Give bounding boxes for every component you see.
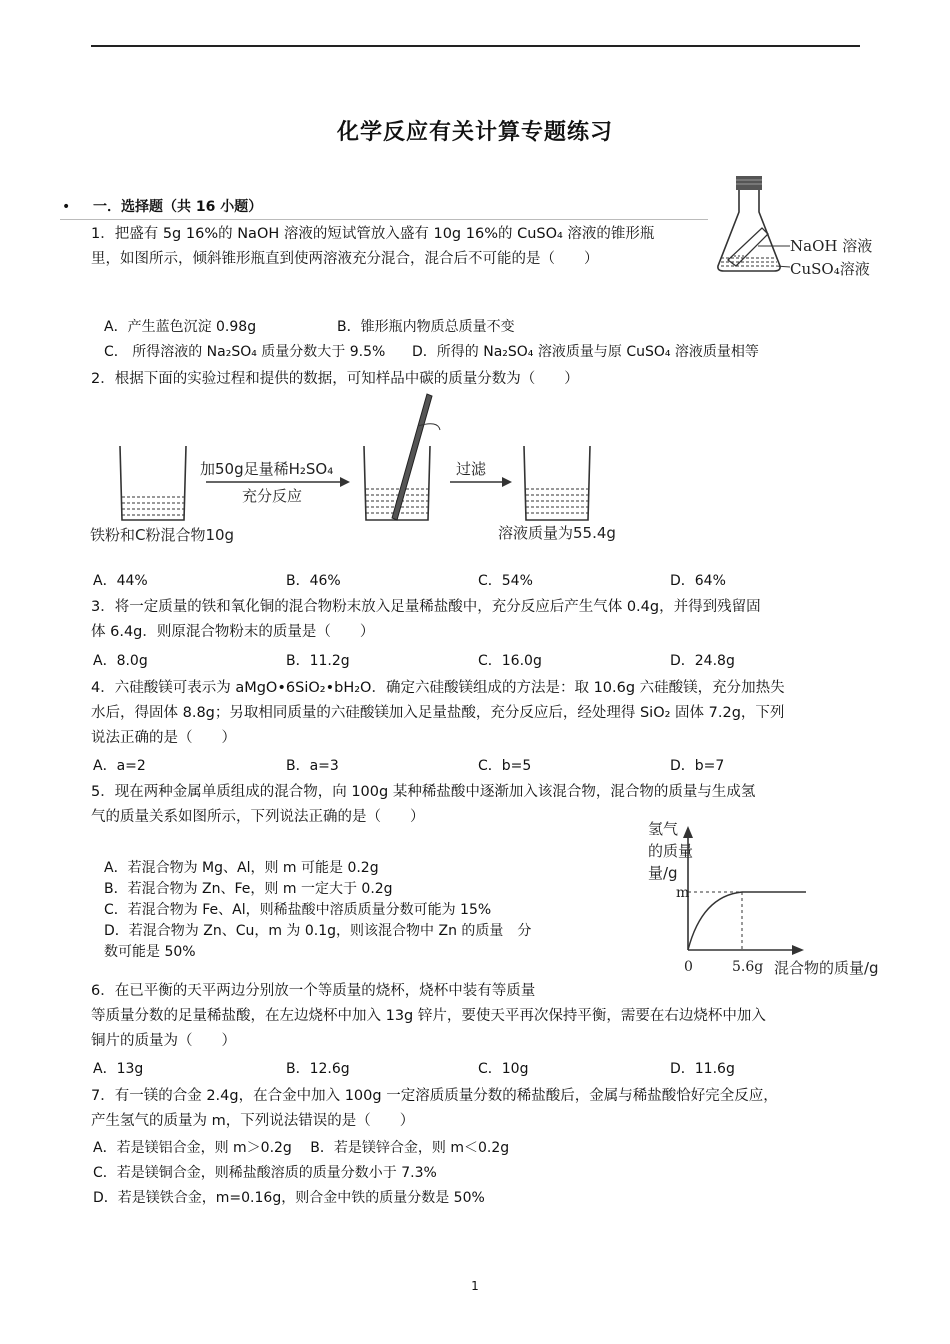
q2-line1: 2．根据下面的实验过程和提供的数据，可知样品中碳的质量分数为（ ） <box>91 371 579 387</box>
q3-option-d: D．24.8g <box>670 653 735 669</box>
q5-option-d-line1: D．若混合物为 Zn、Cu，m 为 0.1g，则该混合物中 Zn 的质量 分 <box>104 923 532 939</box>
q5-option-a: A．若混合物为 Mg、Al，则 m 可能是 0.2g <box>104 860 379 876</box>
q7-option-d: D．若是镁铁合金，m=0.16g，则合金中铁的质量分数是 50% <box>93 1190 485 1206</box>
graph-curve <box>688 892 742 950</box>
q5-graph <box>640 818 895 983</box>
q7-line2: 产生氢气的质量为 m，下列说法错误的是（ ） <box>91 1113 415 1129</box>
q6-line2: 等质量分数的足量稀盐酸，在左边烧杯中加入 13g 锌片，要使天平再次保持平衡，需要在右边烧杯中加入 <box>91 1008 766 1024</box>
q5-option-c: C．若混合物为 Fe、Al，则稀盐酸中溶质质量分数可能为 15% <box>104 902 492 918</box>
q4-option-c: C．b=5 <box>478 758 532 774</box>
test-tube <box>728 228 768 266</box>
q4-line1: 4．六硅酸镁可表示为 aMgO•6SiO₂•bH₂O．确定六硅酸镁组成的方法是：取 10.6g 六硅酸镁，充分加热失 <box>91 680 785 696</box>
beaker-3 <box>524 446 590 520</box>
q5-line1: 5．现在两种金属单质组成的混合物，向 100g 某种稀盐酸中逐渐加入该混合物，混合物的质量与生成氢 <box>91 784 756 800</box>
q2-fig-caption-right: 溶液质量为55.4g <box>498 524 616 542</box>
q4-option-b: B．a=3 <box>286 758 339 774</box>
graph-ylabel-3: 量/g <box>648 864 678 882</box>
q6-option-a: A．13g <box>93 1061 144 1077</box>
flask-body <box>718 190 780 271</box>
q4-line3: 说法正确的是（ ） <box>91 730 236 746</box>
page-number: 1 <box>471 1279 479 1293</box>
graph-m-label: m <box>676 885 690 901</box>
q2-fig-step1-top: 加50g足量稀H₂SO₄ <box>200 460 334 478</box>
q2-option-c: C．54% <box>478 573 533 589</box>
graph-ylabel-2: 的质量 <box>648 842 694 860</box>
graph-ylabel-1: 氢气 <box>648 820 679 838</box>
graph-origin: 0 <box>684 959 693 975</box>
q1-option-a: A．产生蓝色沉淀 0.98g <box>104 319 257 335</box>
flask-label-cuso4: CuSO₄溶液 <box>790 260 870 278</box>
graph-xlabel: 混合物的质量/g <box>774 959 879 977</box>
q6-line1: 6．在已平衡的天平两边分别放一个等质量的烧杯，烧杯中装有等质量 <box>91 983 536 999</box>
q1-line1: 1．把盛有 5g 16%的 NaOH 溶液的短试管放入盛有 10g 16%的 CuSO₄ 溶液的锥形瓶 <box>91 226 655 242</box>
q2-option-d: D．64% <box>670 573 726 589</box>
section-heading: 一．选择题（共 16 小题） <box>93 199 263 215</box>
flask-label-naoh: NaOH 溶液 <box>790 237 873 255</box>
q4-option-d: D．b=7 <box>670 758 725 774</box>
q6-option-d: D．11.6g <box>670 1061 735 1077</box>
q3-option-b: B．11.2g <box>286 653 350 669</box>
q7-option-ab: A．若是镁铝合金，则 m＞0.2g B．若是镁锌合金，则 m＜0.2g <box>93 1140 510 1156</box>
q2-fig-caption-left: 铁粉和C粉混合物10g <box>90 526 235 544</box>
q1-flask-figure <box>712 174 892 282</box>
q6-option-c: C．10g <box>478 1061 529 1077</box>
q1-option-d: D．所得的 Na₂SO₄ 溶液质量与原 CuSO₄ 溶液质量相等 <box>412 344 759 360</box>
q2-fig-step1-bottom: 充分反应 <box>242 487 303 505</box>
q1-option-c: C． 所得溶液的 Na₂SO₄ 质量分数大于 9.5% <box>104 344 386 360</box>
section-underline <box>60 219 708 220</box>
q7-line1: 7．有一镁的合金 2.4g，在合金中加入 100g 一定溶质质量分数的稀盐酸后，金属与稀盐酸恰好完全反应， <box>91 1088 778 1104</box>
q2-option-b: B．46% <box>286 573 341 589</box>
q3-line2: 体 6.4g．则原混合物粉末的质量是（ ） <box>91 624 375 640</box>
q4-option-a: A．a=2 <box>93 758 146 774</box>
q2-fig-step2: 过滤 <box>456 460 487 478</box>
q2-experiment-figure <box>88 390 648 550</box>
q6-option-b: B．12.6g <box>286 1061 350 1077</box>
q3-line1: 3．将一定质量的铁和氧化铜的混合物粉末放入足量稀盐酸中，充分反应后产生气体 0.4g，并得到残留固 <box>91 599 761 615</box>
q3-option-c: C．16.0g <box>478 653 542 669</box>
q3-option-a: A．8.0g <box>93 653 148 669</box>
q7-option-c: C．若是镁铜合金，则稀盐酸溶质的质量分数小于 7.3% <box>93 1165 437 1181</box>
q5-option-b: B．若混合物为 Zn、Fe，则 m 一定大于 0.2g <box>104 881 393 897</box>
q5-line2: 气的质量关系如图所示，下列说法正确的是（ ） <box>91 809 425 825</box>
section-bullet: • <box>62 199 71 215</box>
page-title: 化学反应有关计算专题练习 <box>336 120 613 145</box>
q1-line2: 里，如图所示，倾斜锥形瓶直到使两溶液充分混合，混合后不可能的是（ ） <box>91 251 599 267</box>
q4-line2: 水后，得固体 8.8g；另取相同质量的六硅酸镁加入足量盐酸，充分反应后，经处理得 SiO₂ 固体 7.2g，下列 <box>91 705 785 721</box>
q1-option-b: B．锥形瓶内物质总质量不变 <box>337 319 515 335</box>
q6-line3: 铜片的质量为（ ） <box>91 1033 236 1049</box>
q2-option-a: A．44% <box>93 573 148 589</box>
q5-option-d-line2: 数可能是 50% <box>104 944 196 960</box>
flask-stopper <box>736 176 762 190</box>
graph-x-tick: 5.6g <box>732 959 764 975</box>
header-rule <box>91 45 860 47</box>
